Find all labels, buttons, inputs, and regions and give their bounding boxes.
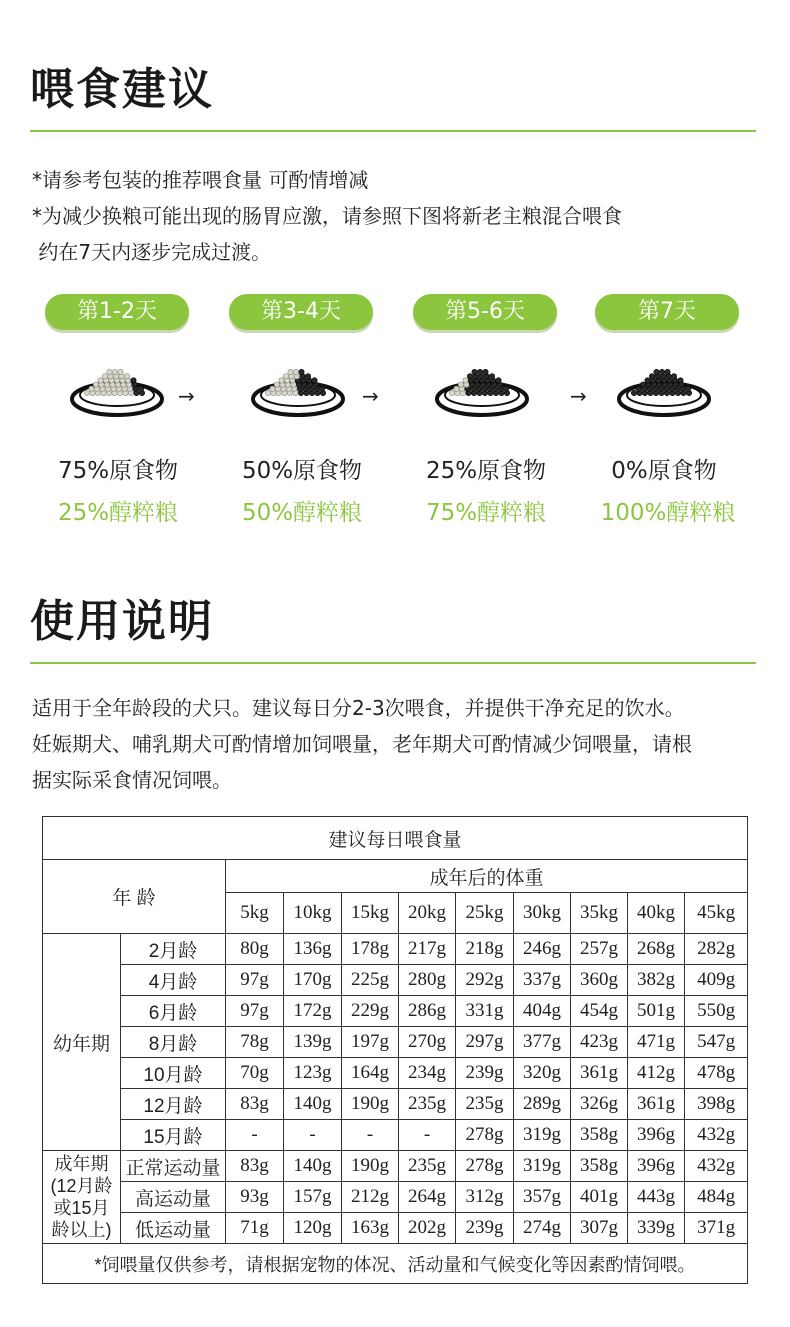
feeding-title: 喂食建议 xyxy=(30,64,214,115)
table-cell: 280g xyxy=(399,965,456,996)
weight-col-header: 5kg xyxy=(226,893,284,934)
table-cell: 361g xyxy=(571,1058,628,1089)
table-cell: 93g xyxy=(226,1182,284,1213)
table-cell: 396g xyxy=(628,1151,685,1182)
weight-col-header: 40kg xyxy=(628,893,685,934)
divider xyxy=(30,662,756,664)
food-bowl-icon xyxy=(67,355,167,425)
table-cell: 97g xyxy=(226,965,284,996)
row-label: 低运动量 xyxy=(121,1213,226,1244)
table-cell: 484g xyxy=(685,1182,748,1213)
note-line: *请参考包装的推荐喂食量 可酌情增减 xyxy=(32,168,369,192)
stage-4 xyxy=(592,294,742,330)
table-cell: - xyxy=(284,1120,342,1151)
table-row xyxy=(43,965,748,996)
table-row xyxy=(43,996,748,1027)
table-cell: 404g xyxy=(514,996,571,1027)
table-cell: 139g xyxy=(284,1027,342,1058)
table-cell: 319g xyxy=(514,1151,571,1182)
table-cell: - xyxy=(399,1120,456,1151)
row-label: 2月龄 xyxy=(121,934,226,965)
table-cell: 478g xyxy=(685,1058,748,1089)
table-cell: 257g xyxy=(571,934,628,965)
table-cell: 398g xyxy=(685,1089,748,1120)
table-cell: 170g xyxy=(284,965,342,996)
table-cell: 409g xyxy=(685,965,748,996)
table-row xyxy=(43,1058,748,1089)
table-cell: 432g xyxy=(685,1151,748,1182)
table-cell: 432g xyxy=(685,1120,748,1151)
feeding-notes xyxy=(32,162,622,270)
table-cell: 282g xyxy=(685,934,748,965)
new-food-percent: 100%醇粹粮 xyxy=(600,500,736,526)
table-cell: 471g xyxy=(628,1027,685,1058)
table-cell: 401g xyxy=(571,1182,628,1213)
new-food-percent: 75%醇粹粮 xyxy=(425,500,547,526)
table-cell: 123g xyxy=(284,1058,342,1089)
table-cell: 357g xyxy=(514,1182,571,1213)
table-cell: 217g xyxy=(399,934,456,965)
table-cell: 71g xyxy=(226,1213,284,1244)
table-cell: 358g xyxy=(571,1151,628,1182)
note-line: *为减少换粮可能出现的肠胃应激，请参照下图将新老主粮混合喂食 xyxy=(32,204,622,228)
table-cell: 454g xyxy=(571,996,628,1027)
table-cell: 337g xyxy=(514,965,571,996)
food-bowl-icon xyxy=(248,355,348,425)
stage-1 xyxy=(42,294,192,330)
row-label: 12月龄 xyxy=(121,1089,226,1120)
table-cell: 292g xyxy=(456,965,514,996)
table-cell: 547g xyxy=(685,1027,748,1058)
adult-group-line: 或15月 xyxy=(53,1198,110,1218)
table-cell: 268g xyxy=(628,934,685,965)
adult-group-label xyxy=(43,1151,121,1244)
weight-col-header: 25kg xyxy=(456,893,514,934)
table-row xyxy=(43,1120,748,1151)
weight-col-header: 20kg xyxy=(399,893,456,934)
table-cell: 360g xyxy=(571,965,628,996)
weight-col-header: 30kg xyxy=(514,893,571,934)
old-food-percent: 25%原食物 xyxy=(425,458,547,484)
table-cell: 358g xyxy=(571,1120,628,1151)
table-cell: 190g xyxy=(342,1089,399,1120)
arrow-right-icon: → xyxy=(570,384,587,408)
weight-col-header: 15kg xyxy=(342,893,399,934)
table-cell: 286g xyxy=(399,996,456,1027)
table-cell: 97g xyxy=(226,996,284,1027)
row-label: 8月龄 xyxy=(121,1027,226,1058)
table-cell: 157g xyxy=(284,1182,342,1213)
food-bowl-icon xyxy=(432,355,532,425)
table-cell: 218g xyxy=(456,934,514,965)
table-footnote: *饲喂量仅供参考，请根据宠物的体况、活动量和气候变化等因素酌情饲喂。 xyxy=(43,1244,748,1284)
table-cell: 225g xyxy=(342,965,399,996)
row-label: 4月龄 xyxy=(121,965,226,996)
table-cell: 70g xyxy=(226,1058,284,1089)
stage-label: 第3-4天 xyxy=(229,294,373,330)
table-cell: 326g xyxy=(571,1089,628,1120)
table-cell: 443g xyxy=(628,1182,685,1213)
old-food-percent: 50%原食物 xyxy=(241,458,363,484)
table-cell: 235g xyxy=(456,1089,514,1120)
table-cell: 239g xyxy=(456,1213,514,1244)
usage-line: 妊娠期犬、哺乳期犬可酌情增加饲喂量，老年期犬可酌情减少饲喂量，请根 xyxy=(32,732,692,756)
feeding-table xyxy=(42,816,748,1284)
table-cell: 264g xyxy=(399,1182,456,1213)
stage-2 xyxy=(226,294,376,330)
table-cell: - xyxy=(342,1120,399,1151)
adult-group-line: 成年期 xyxy=(54,1154,109,1174)
usage-line: 据实际采食情况饲喂。 xyxy=(32,768,232,792)
table-row xyxy=(43,1027,748,1058)
stage-label: 第5-6天 xyxy=(413,294,557,330)
table-cell: 235g xyxy=(399,1151,456,1182)
table-cell: 339g xyxy=(628,1213,685,1244)
old-food-percent: 75%原食物 xyxy=(57,458,179,484)
table-cell: 371g xyxy=(685,1213,748,1244)
table-cell: 412g xyxy=(628,1058,685,1089)
table-cell: 501g xyxy=(628,996,685,1027)
row-label: 高运动量 xyxy=(121,1182,226,1213)
divider xyxy=(30,130,756,132)
adult-group-line: 龄以上) xyxy=(51,1220,112,1240)
table-cell: 239g xyxy=(456,1058,514,1089)
table-cell: 274g xyxy=(514,1213,571,1244)
table-cell: 307g xyxy=(571,1213,628,1244)
table-cell: 331g xyxy=(456,996,514,1027)
table-cell: 136g xyxy=(284,934,342,965)
table-cell: 178g xyxy=(342,934,399,965)
table-cell: 80g xyxy=(226,934,284,965)
table-cell: 278g xyxy=(456,1120,514,1151)
stage-label: 第1-2天 xyxy=(45,294,189,330)
table-cell: 140g xyxy=(284,1151,342,1182)
stage-label: 第7天 xyxy=(595,294,739,330)
table-cell: 197g xyxy=(342,1027,399,1058)
weight-col-header: 45kg xyxy=(685,893,748,934)
table-cell: 550g xyxy=(685,996,748,1027)
table-cell: 202g xyxy=(399,1213,456,1244)
table-cell: 312g xyxy=(456,1182,514,1213)
table-cell: 235g xyxy=(399,1089,456,1120)
table-row xyxy=(43,1151,748,1182)
weight-col-header: 10kg xyxy=(284,893,342,934)
new-food-percent: 50%醇粹粮 xyxy=(241,500,363,526)
table-cell: 190g xyxy=(342,1151,399,1182)
table-cell: 423g xyxy=(571,1027,628,1058)
table-cell: 83g xyxy=(226,1151,284,1182)
adult-group-line: (12月龄 xyxy=(50,1176,113,1196)
table-row xyxy=(43,934,748,965)
arrow-right-icon: → xyxy=(178,384,195,408)
table-cell: 234g xyxy=(399,1058,456,1089)
table-row xyxy=(43,1213,748,1244)
table-title: 建议每日喂食量 xyxy=(43,817,748,860)
table-cell: 319g xyxy=(514,1120,571,1151)
table-cell: 140g xyxy=(284,1089,342,1120)
note-line: 约在7天内逐步完成过渡。 xyxy=(32,240,272,264)
usage-line: 适用于全年龄段的犬只。建议每日分2-3次喂食，并提供干净充足的饮水。 xyxy=(32,696,685,720)
old-food-percent: 0%原食物 xyxy=(611,458,717,484)
row-label: 15月龄 xyxy=(121,1120,226,1151)
table-cell: 164g xyxy=(342,1058,399,1089)
table-cell: 212g xyxy=(342,1182,399,1213)
new-food-percent: 25%醇粹粮 xyxy=(57,500,179,526)
table-cell: 83g xyxy=(226,1089,284,1120)
row-label: 6月龄 xyxy=(121,996,226,1027)
table-cell: 361g xyxy=(628,1089,685,1120)
table-cell: - xyxy=(226,1120,284,1151)
table-cell: 382g xyxy=(628,965,685,996)
table-cell: 289g xyxy=(514,1089,571,1120)
table-row xyxy=(43,1089,748,1120)
table-cell: 320g xyxy=(514,1058,571,1089)
table-cell: 172g xyxy=(284,996,342,1027)
arrow-right-icon: → xyxy=(362,384,379,408)
table-cell: 297g xyxy=(456,1027,514,1058)
usage-text xyxy=(32,690,692,798)
weight-header: 成年后的体重 xyxy=(226,860,748,893)
table-row xyxy=(43,1182,748,1213)
age-header: 年 龄 xyxy=(43,860,226,934)
table-cell: 278g xyxy=(456,1151,514,1182)
table-cell: 163g xyxy=(342,1213,399,1244)
table-cell: 246g xyxy=(514,934,571,965)
food-bowl-icon xyxy=(614,355,714,425)
row-label: 正常运动量 xyxy=(121,1151,226,1182)
table-cell: 120g xyxy=(284,1213,342,1244)
weight-col-header: 35kg xyxy=(571,893,628,934)
table-cell: 78g xyxy=(226,1027,284,1058)
table-cell: 270g xyxy=(399,1027,456,1058)
puppy-group-label: 幼年期 xyxy=(43,934,121,1151)
row-label: 10月龄 xyxy=(121,1058,226,1089)
table-cell: 229g xyxy=(342,996,399,1027)
stage-3 xyxy=(410,294,560,330)
usage-title: 使用说明 xyxy=(30,596,214,647)
table-cell: 396g xyxy=(628,1120,685,1151)
table-cell: 377g xyxy=(514,1027,571,1058)
